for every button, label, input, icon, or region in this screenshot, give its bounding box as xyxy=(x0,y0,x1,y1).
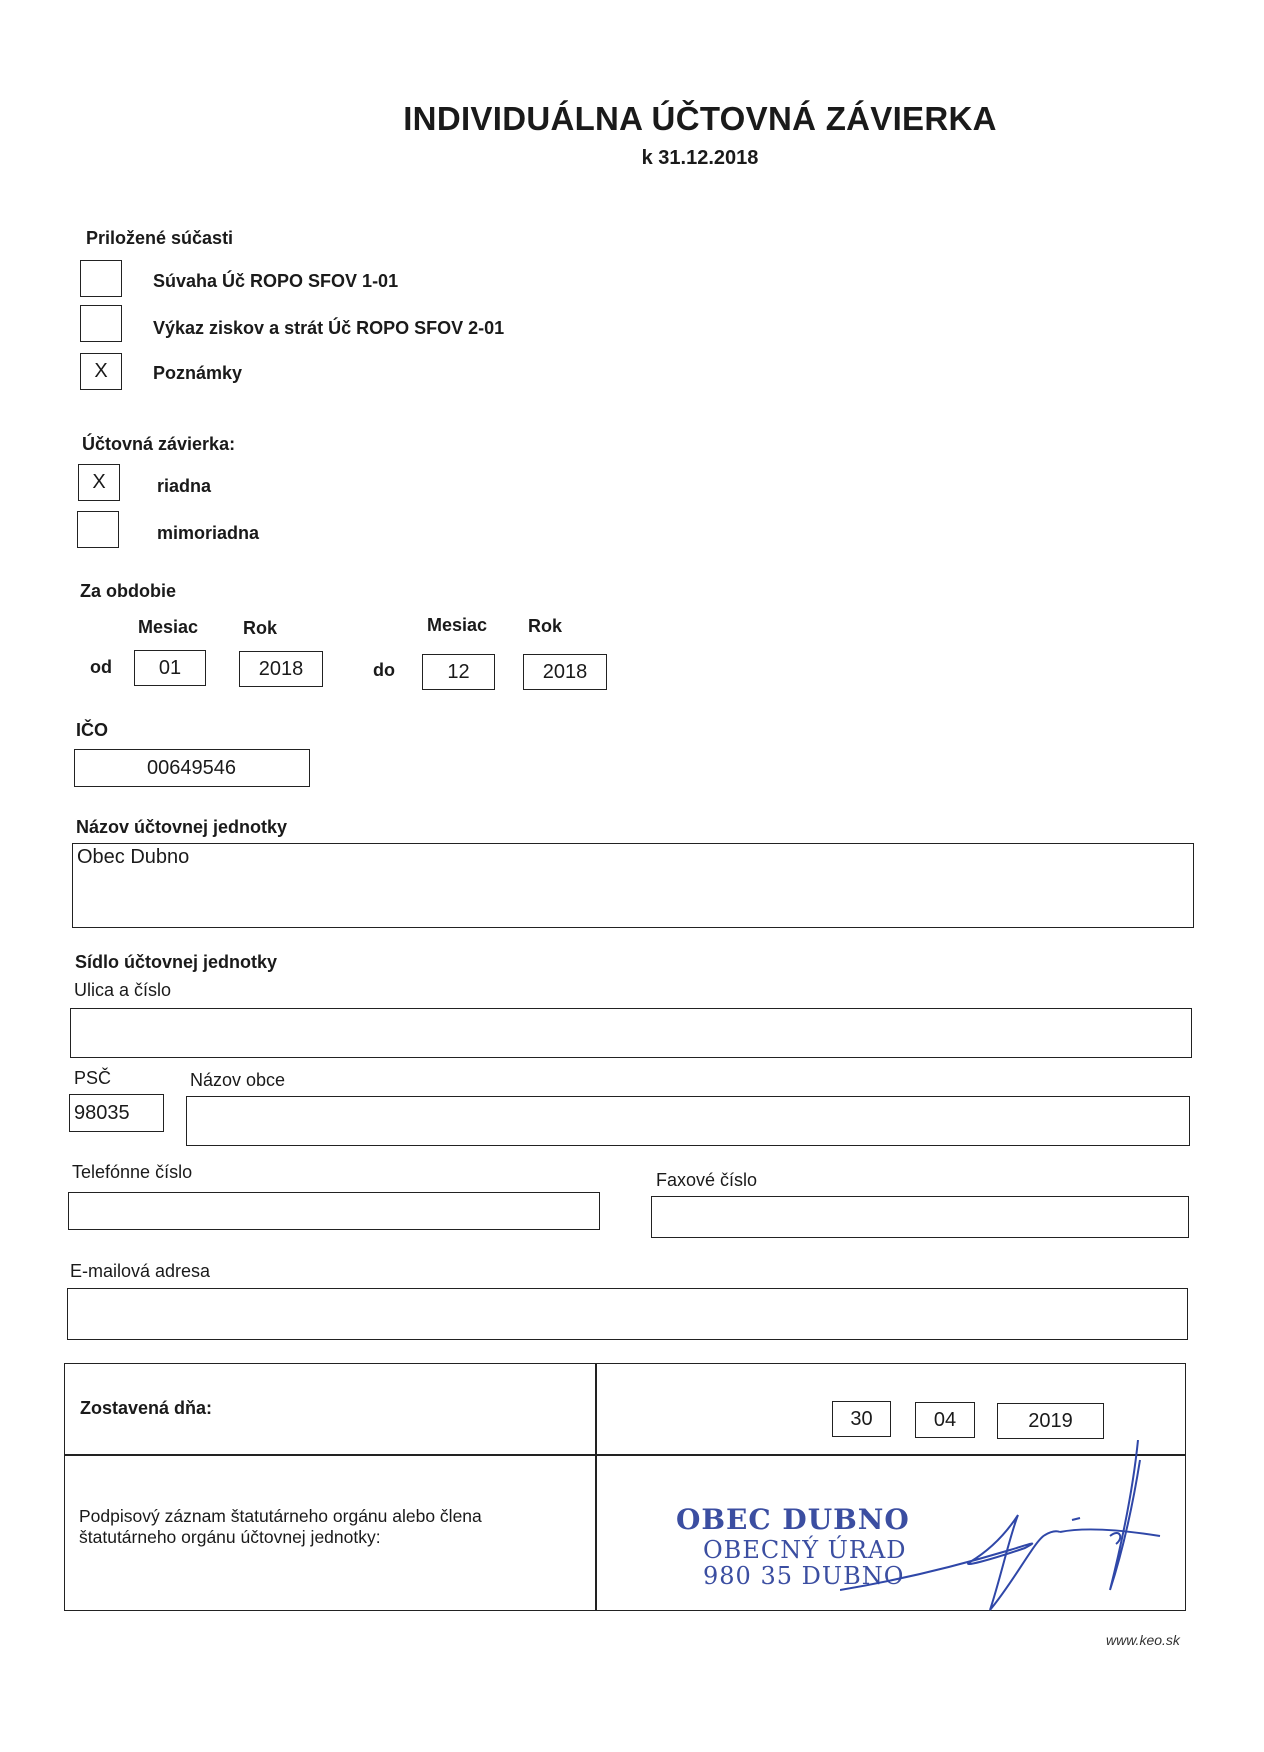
table-column-divider xyxy=(595,1363,597,1611)
checkbox-poznamky[interactable]: X xyxy=(80,353,122,390)
handwritten-signature xyxy=(840,1440,1190,1615)
label-mimoriadna: mimoriadna xyxy=(157,523,260,543)
from-month-label: Mesiac xyxy=(138,617,199,637)
to-month-field[interactable]: 12 xyxy=(422,654,495,690)
street-label: Ulica a číslo xyxy=(74,980,172,1000)
closing-type-heading: Účtovná závierka: xyxy=(82,434,236,454)
from-month-field[interactable]: 01 xyxy=(134,650,206,686)
stamp-line-3: 980 35 DUBNO xyxy=(703,1562,905,1590)
town-label: Názov obce xyxy=(190,1070,286,1090)
compiled-year-field[interactable]: 2019 xyxy=(997,1403,1104,1439)
stamp-line-2: OBECNÝ ÚRAD xyxy=(703,1536,907,1564)
document-title: INDIVIDUÁLNA ÚČTOVNÁ ZÁVIERKA xyxy=(403,100,997,137)
checkbox-mimoriadna[interactable] xyxy=(77,511,119,548)
fax-field[interactable] xyxy=(651,1196,1189,1238)
town-field[interactable] xyxy=(186,1096,1190,1146)
checkbox-vykaz[interactable] xyxy=(80,305,122,342)
label-poznamky: Poznámky xyxy=(153,363,243,383)
phone-label: Telefónne číslo xyxy=(72,1162,193,1182)
footer-url: www.keo.sk xyxy=(1106,1632,1180,1648)
psc-field[interactable]: 98035 xyxy=(69,1094,164,1132)
email-label: E-mailová adresa xyxy=(70,1261,211,1281)
address-heading: Sídlo účtovnej jednotky xyxy=(75,952,278,972)
to-year-field[interactable]: 2018 xyxy=(523,654,607,690)
entity-name-label: Názov účtovnej jednotky xyxy=(76,817,288,837)
label-vykaz: Výkaz ziskov a strát Úč ROPO SFOV 2-01 xyxy=(153,318,505,338)
ico-label: IČO xyxy=(76,720,109,740)
to-year-label: Rok xyxy=(528,616,563,636)
stamp-line-1: OBEC DUBNO xyxy=(676,1503,910,1536)
from-year-field[interactable]: 2018 xyxy=(239,651,323,687)
attachments-heading: Priložené súčasti xyxy=(86,228,234,248)
signature-label: Podpisový záznam štatutárneho orgánu alebo člena štatutárneho orgánu účtovnej jednotky: xyxy=(79,1506,482,1547)
street-field[interactable] xyxy=(70,1008,1192,1058)
period-heading: Za obdobie xyxy=(80,581,176,601)
compiled-date-label: Zostavená dňa: xyxy=(80,1398,213,1418)
to-label: do xyxy=(373,660,395,680)
compiled-month-field[interactable]: 04 xyxy=(915,1402,975,1438)
psc-label: PSČ xyxy=(74,1068,112,1088)
label-riadna: riadna xyxy=(157,476,212,496)
phone-field[interactable] xyxy=(68,1192,600,1230)
document-subtitle: k 31.12.2018 xyxy=(641,147,759,169)
checkbox-riadna[interactable]: X xyxy=(78,464,120,501)
entity-name-field[interactable]: Obec Dubno xyxy=(72,843,1194,928)
from-label: od xyxy=(90,657,112,677)
ico-field[interactable]: 00649546 xyxy=(74,749,310,787)
compiled-day-field[interactable]: 30 xyxy=(832,1401,891,1437)
fax-label: Faxové číslo xyxy=(656,1170,758,1190)
checkbox-suvaha[interactable] xyxy=(80,260,122,297)
from-year-label: Rok xyxy=(243,618,278,638)
to-month-label: Mesiac xyxy=(427,615,488,635)
email-field[interactable] xyxy=(67,1288,1188,1340)
label-suvaha: Súvaha Úč ROPO SFOV 1-01 xyxy=(153,271,399,291)
